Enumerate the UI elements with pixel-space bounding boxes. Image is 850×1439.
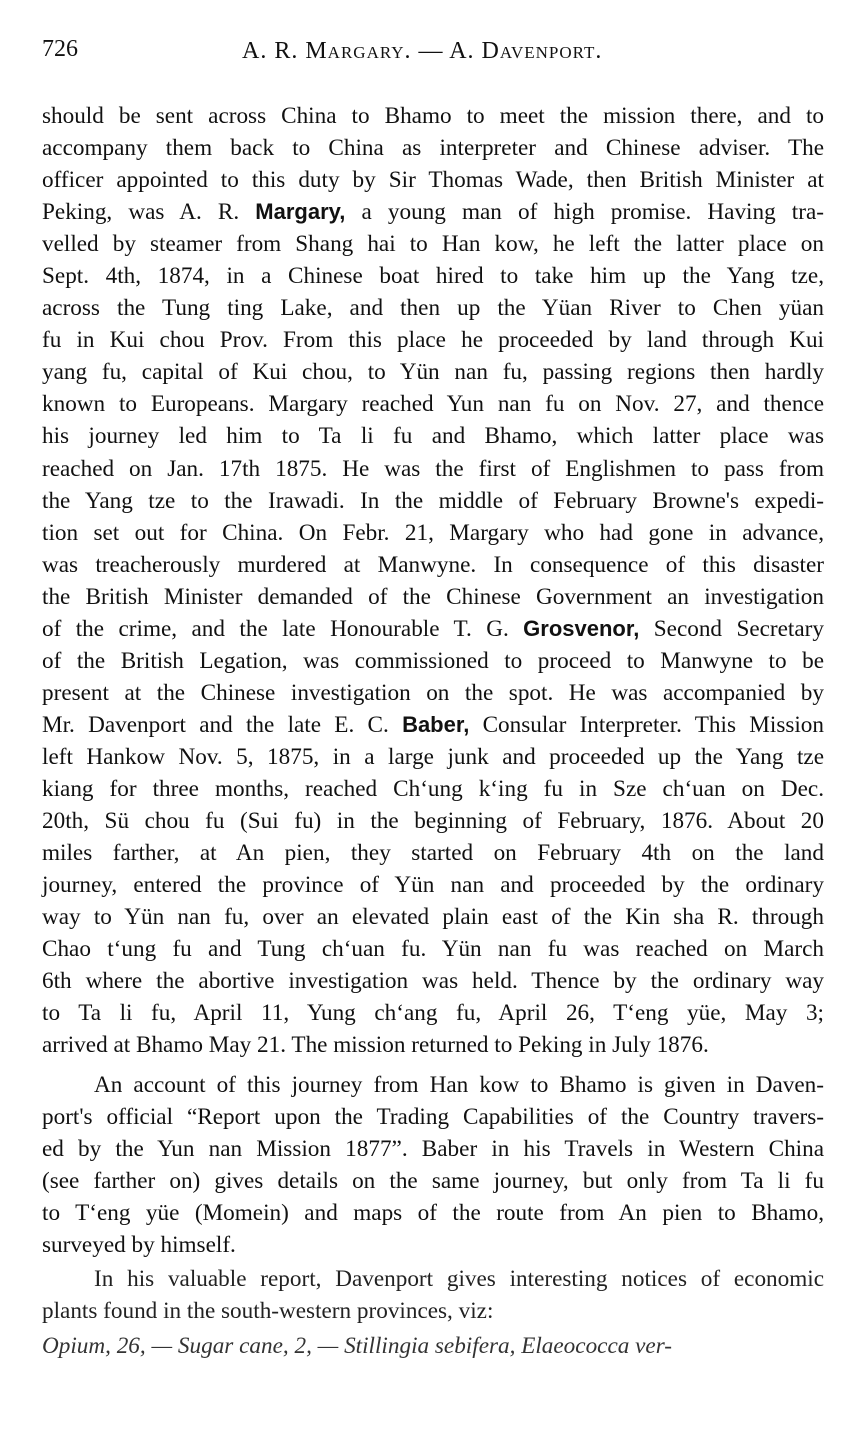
text-line: Mr. Davenport and the late E. C. Baber, Consular Interpreter. This Mission <box>42 711 824 738</box>
paragraph-account-of-journey <box>42 1069 824 1261</box>
text-line: the Yang tze to the Irawadi. In the middle of February Browne's expedi- <box>42 487 824 514</box>
text-line: journey, entered the province of Yün nan and proceeded by the ordinary <box>42 872 824 899</box>
text-line: way to Yün nan fu, over an elevated plain east of the Kin sha R. through <box>42 904 824 931</box>
text-line: surveyed by himself. <box>42 1232 236 1259</box>
text-line: kiang for three months, reached Chʻung kʻing fu in Sze chʻuan on Dec. <box>42 775 824 802</box>
text-line: across the Tung ting Lake, and then up the Yüan River to Chen yüan <box>42 295 824 322</box>
paragraph-economic-plants <box>42 1263 824 1327</box>
text-line: 20th, Sü chou fu (Sui fu) in the beginning of February, 1876. About 20 <box>42 808 824 835</box>
paragraph-margary-mission <box>42 100 824 1061</box>
text-line: the British Minister demanded of the Chinese Government an investigation <box>42 583 824 610</box>
text-line: left Hankow Nov. 5, 1875, in a large junk and proceeded up the Yang tze <box>42 743 824 770</box>
text-line: port's official “Report upon the Trading Capabilities of the Country travers- <box>42 1104 824 1131</box>
text-line: was treacherously murdered at Manwyne. In consequence of this disaster <box>42 551 824 578</box>
page-number: 726 <box>42 36 78 62</box>
text-line: Chao tʻung fu and Tung chʻuan fu. Yün nan fu was reached on March <box>42 936 824 963</box>
text-line: fu in Kui chou Prov. From this place he proceeded by land through Kui <box>42 327 824 354</box>
text-line: officer appointed to this duty by Sir Thomas Wade, then British Minister at <box>42 167 824 194</box>
running-head: A. R. Margary. — A. Davenport. <box>242 38 603 64</box>
text-line: tion set out for China. On Febr. 21, Margary who had gone in advance, <box>42 519 824 546</box>
text-line: should be sent across China to Bhamo to meet the mission there, and to <box>42 103 824 129</box>
text-line: ed by the Yun nan Mission 1877”. Baber in his Travels in Western China <box>42 1136 824 1163</box>
bold-name: Baber, <box>402 711 470 737</box>
text-line: In his valuable report, Davenport gives interesting notices of economic <box>94 1266 824 1292</box>
text-line: An account of this journey from Han kow to Bhamo is given in Daven- <box>94 1072 824 1098</box>
text-line: of the British Legation, was commissioned to proceed to Manwyne to be <box>42 647 824 674</box>
text-line: plants found in the south-western provinces, viz: <box>42 1298 494 1325</box>
text-line: 6th where the abortive investigation was held. Thence by the ordinary way <box>42 968 824 995</box>
page-header <box>42 36 822 76</box>
text-line: accompany them back to China as interpreter and Chinese adviser. The <box>42 135 824 162</box>
text-line: (see farther on) gives details on the same journey, but only from Ta li fu <box>42 1168 824 1195</box>
text-line: of the crime, and the late Honourable T. G. Grosvenor, Second Secretary <box>42 615 824 642</box>
bold-name: Margary, <box>255 199 346 225</box>
paragraph-plant-list <box>42 1329 824 1363</box>
text-line: known to Europeans. Margary reached Yun nan fu on Nov. 27, and thence <box>42 391 824 418</box>
text-line: Peking, was A. R. Margary, a young man of high promise. Having tra- <box>42 199 824 226</box>
text-line: Opium, 26, — Sugar cane, 2, — Stillingia sebifera, Elaeococca ver- <box>42 1333 673 1359</box>
text-line: arrived at Bhamo May 21. The mission returned to Peking in July 1876. <box>42 1032 709 1059</box>
text-line: to Ta li fu, April 11, Yung chʻang fu, April 26, Tʻeng yüe, May 3; <box>42 1000 824 1027</box>
text-line: to Tʻeng yüe (Momein) and maps of the route from An pien to Bhamo, <box>42 1200 824 1227</box>
text-line: Sept. 4th, 1874, in a Chinese boat hired to take him up the Yang tze, <box>42 263 824 290</box>
bold-name: Grosvenor, <box>523 615 640 641</box>
text-line: reached on Jan. 17th 1875. He was the first of Englishmen to pass from <box>42 455 824 482</box>
text-line: yang fu, capital of Kui chou, to Yün nan fu, passing regions then hardly <box>42 359 824 386</box>
text-line: velled by steamer from Shang hai to Han kow, he left the latter place on <box>42 231 824 258</box>
text-line: his journey led him to Ta li fu and Bhamo, which latter place was <box>42 423 824 450</box>
text-line: miles farther, at An pien, they started on February 4th on the land <box>42 840 824 867</box>
text-line: present at the Chinese investigation on the spot. He was accompanied by <box>42 679 824 706</box>
